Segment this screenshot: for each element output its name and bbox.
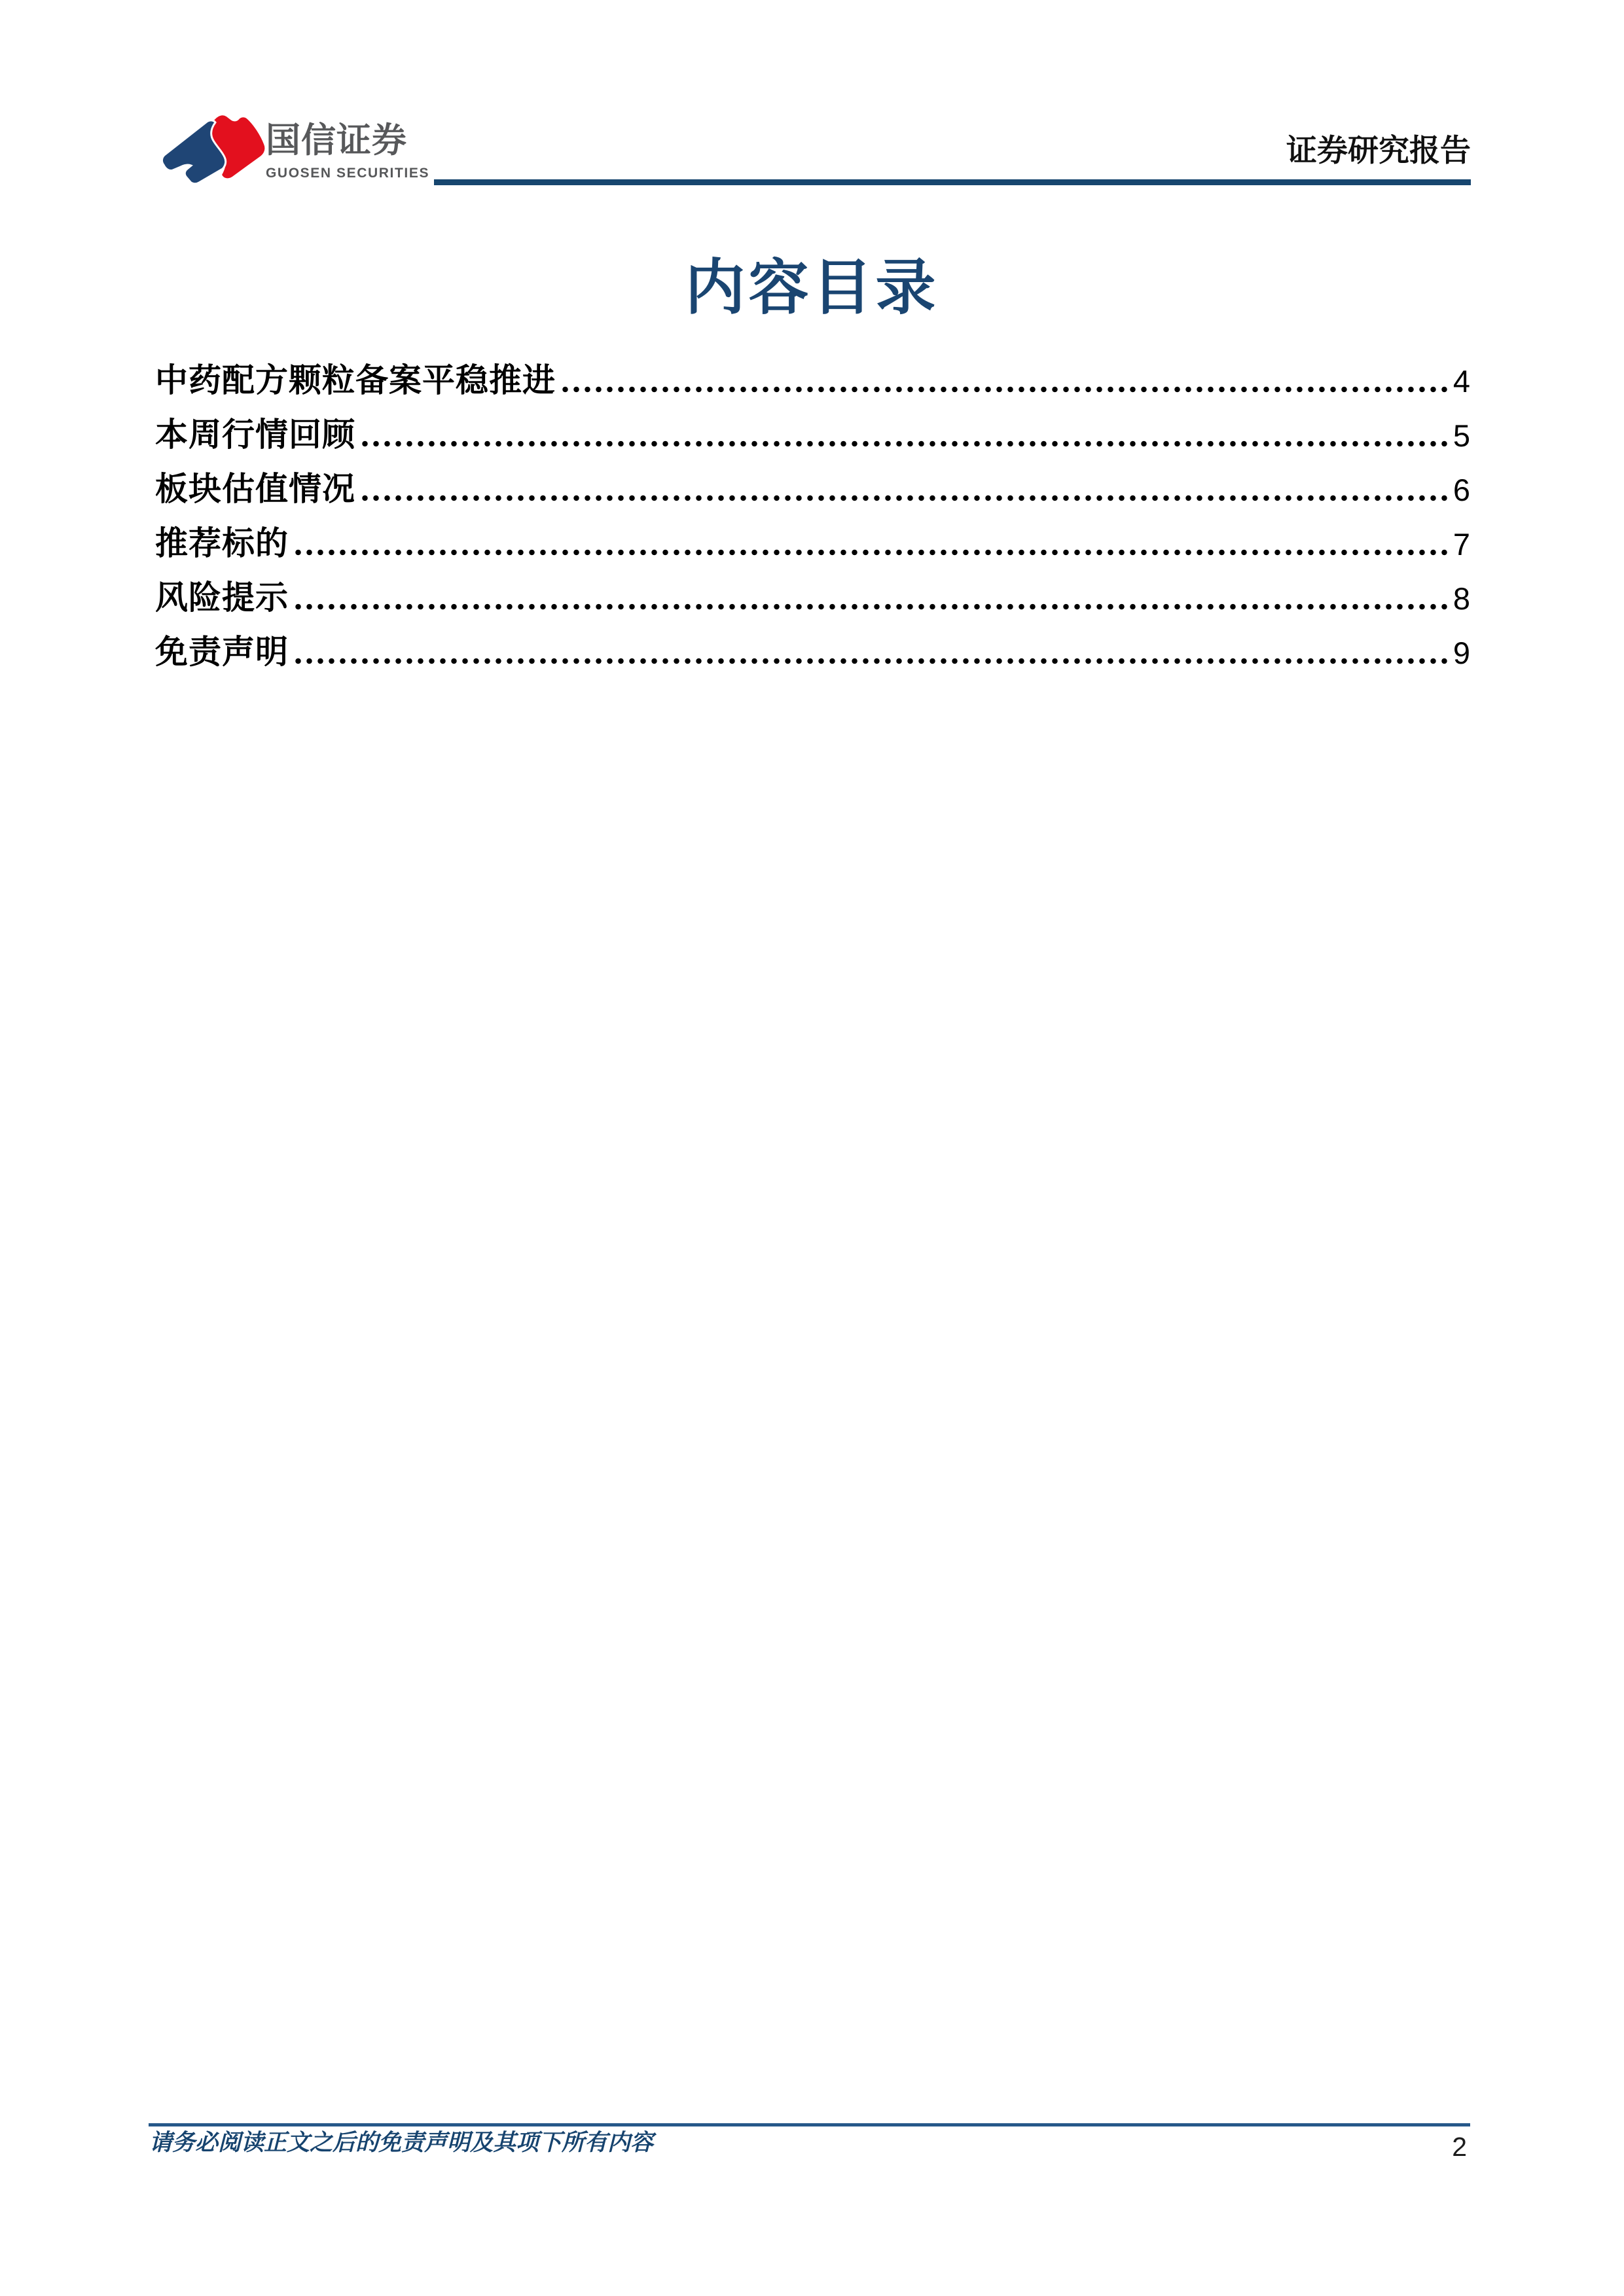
dot-leader [293, 548, 1448, 556]
toc-entry-label: 本周行情回顾 [155, 416, 355, 453]
toc-entry-label: 板块估值情况 [155, 471, 355, 507]
logo-name-cn: 国信证券 [266, 121, 407, 160]
toc-entry[interactable] [155, 399, 1470, 454]
dot-leader [359, 494, 1448, 502]
dot-leader [293, 603, 1448, 611]
page-number: 2 [1452, 2132, 1467, 2162]
toc-entry-page: 7 [1453, 527, 1470, 562]
report-type-label: 证券研究报告 [1286, 133, 1471, 168]
toc-title: 内容目录 [685, 255, 939, 321]
toc-entry-page: 9 [1453, 636, 1470, 671]
logo-text [266, 106, 429, 180]
header-rule [434, 179, 1471, 185]
toc-entry[interactable] [155, 617, 1470, 671]
toc-entry[interactable] [155, 508, 1470, 562]
toc-entry-label: 免责声明 [155, 634, 289, 670]
toc-list [155, 345, 1470, 671]
dot-leader [293, 657, 1448, 665]
footer-rule [149, 2123, 1470, 2126]
toc-entry-page: 6 [1453, 473, 1470, 508]
toc-entry-page: 8 [1453, 581, 1470, 617]
footer-disclaimer: 请务必阅读正文之后的免责声明及其项下所有内容 [149, 2130, 654, 2155]
toc-entry[interactable] [155, 345, 1470, 399]
dot-leader [560, 386, 1448, 393]
logo-name-en: GUOSEN SECURITIES [266, 166, 430, 181]
toc-entry-page: 4 [1453, 364, 1470, 399]
toc-entry[interactable] [155, 562, 1470, 617]
dot-leader [359, 440, 1448, 448]
toc-entry[interactable] [155, 454, 1470, 508]
toc-entry-label: 中药配方颗粒备案平稳推进 [155, 362, 556, 399]
toc-entry-label: 推荐标的 [155, 525, 289, 562]
guosen-logo-icon [157, 106, 270, 186]
toc-entry-page: 5 [1453, 418, 1470, 454]
guosen-logo [157, 106, 429, 186]
toc-entry-label: 风险提示 [155, 579, 289, 616]
